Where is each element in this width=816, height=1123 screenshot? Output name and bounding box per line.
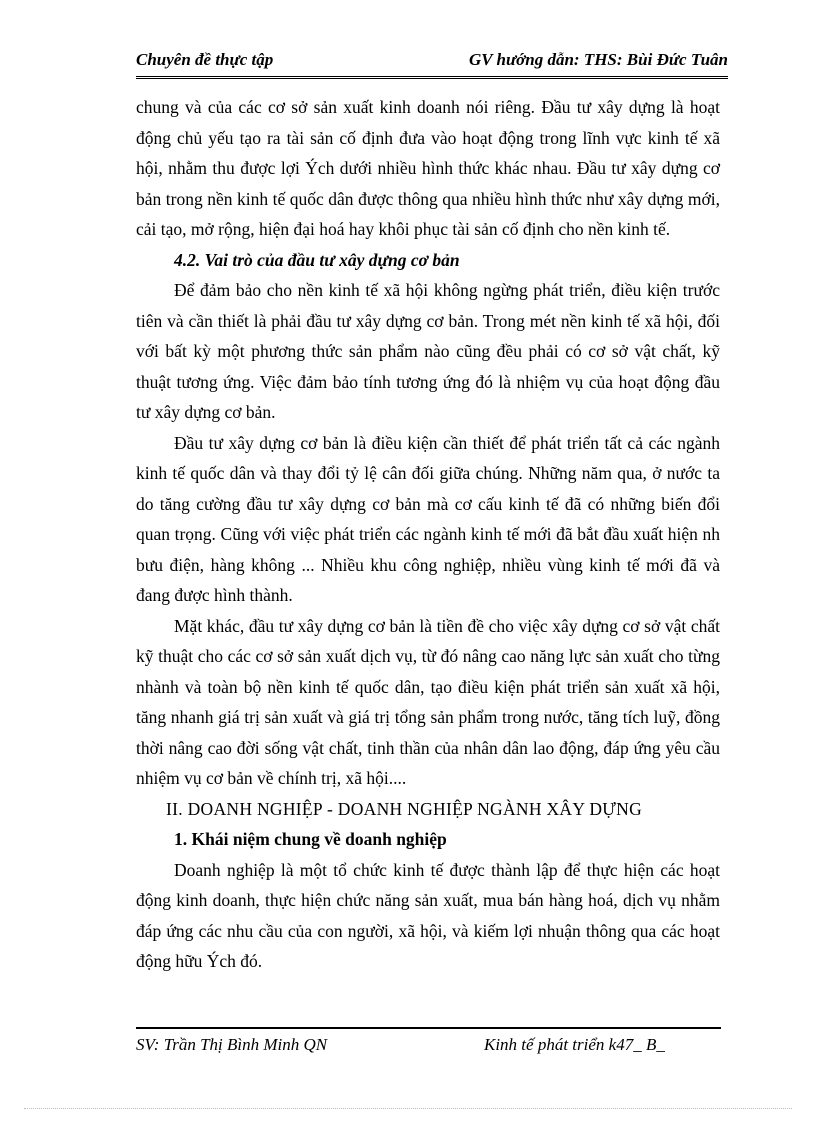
footer-student: SV: Trần Thị Bình Minh QN	[136, 1035, 328, 1054]
header-course-title: Chuyên đề thực tập	[136, 50, 274, 69]
paragraph-role-3: Mặt khác, đầu tư xây dựng cơ bản là tiền đề cho việc xây dựng cơ sở vật chất kỹ thuật cho các cơ sở sản xuất dịch vụ, từ đó nâng cao năng lực sản xuất cho từng nhành và toàn bộ nền kinh tế quốc dân, tạo điều kiện phát triển sản xuất xã hội, tăng nhanh giá trị sản xuất và giá trị tổng sản phẩm trong nước, tăng tích luỹ, đồng thời nâng cao đời sống vật chất, tinh thần của nhân dân lao động, đáp ứng yêu cầu nhiệm vụ cơ bản về chính trị, xã hội....	[136, 615, 720, 788]
section-heading-4-2: 4.2. Vai trò của đầu tư xây dựng cơ bản	[174, 249, 460, 270]
header-supervisor: GV hướng dẫn: THS: Bùi Đức Tuân	[468, 50, 728, 69]
paragraph-role-1: Để đảm bảo cho nền kinh tế xã hội không ngừng phát triển, điều kiện trước tiên và cần thiết là phải đầu tư xây dựng cơ bản. Trong mét nền kinh tế xã hội, đối với bất kỳ một phương thức sản phẩm nào cũng đều phải có cơ sở vật chất, kỹ thuật tương ứng. Việc đảm bảo tính tương ứng đó là nhiệm vụ của hoạt động đầu tư xây dựng cơ bản.	[136, 280, 720, 422]
chapter-heading-II: II. DOANH NGHIỆP - DOANH NGHIỆP NGÀNH XÂY DỰNG	[166, 798, 643, 819]
document-body	[136, 92, 720, 977]
paragraph-enterprise-definition: Doanh nghiệp là một tổ chức kinh tế được thành lập để thực hiện các hoạt động kinh doanh, thực hiện chức năng sản xuất, mua bán hàng hoá, dịch vụ nhằm đáp ứng các nhu cầu của con người, xã hội, và kiếm lợi nhuận thông qua các hoạt động hữu Ých đó.	[136, 859, 720, 971]
paragraph-intro-continuation: chung và của các cơ sở sản xuất kinh doanh nói riêng. Đầu tư xây dựng là hoạt động chủ yếu tạo ra tài sản cố định đưa vào hoạt động trong lĩnh vực kinh tế xã hội, nhằm thu được lợi Ých dưới nhiều hình thức khác nhau. Đầu tư xây dựng cơ bản trong nền kinh tế quốc dân được thông qua nhiều hình thức như xây dựng mới, cải tạo, mở rộng, hiện đại hoá hay khôi phục tài sản cố định cho nền kinh tế.	[136, 97, 720, 239]
paragraph-role-2: Đầu tư xây dựng cơ bản là điều kiện cần thiết để phát triển tất cả các ngành kinh tế quốc dân và thay đổi tỷ lệ cân đối giữa chúng. Những năm qua, ở nước ta do tăng cường đầu tư xây dựng cơ bản mà cơ cấu kinh tế đã có những biến đổi quan trọng. Cũng với việc phát triển các ngành kinh tế mới đã bắt đầu xuất hiện nh bưu điện, hàng không ... Nhiều khu công nghiệp, nhiều vùng kinh tế mới đã và đang được hình thành.	[136, 432, 720, 605]
page-edge-divider	[24, 1108, 792, 1109]
section-heading-1: 1. Khái niệm chung về doanh nghiệp	[174, 829, 447, 849]
footer-class: Kinh tế phát triển k47_ B_	[484, 1035, 665, 1054]
footer-rule	[136, 1027, 721, 1029]
page-header	[136, 46, 728, 79]
